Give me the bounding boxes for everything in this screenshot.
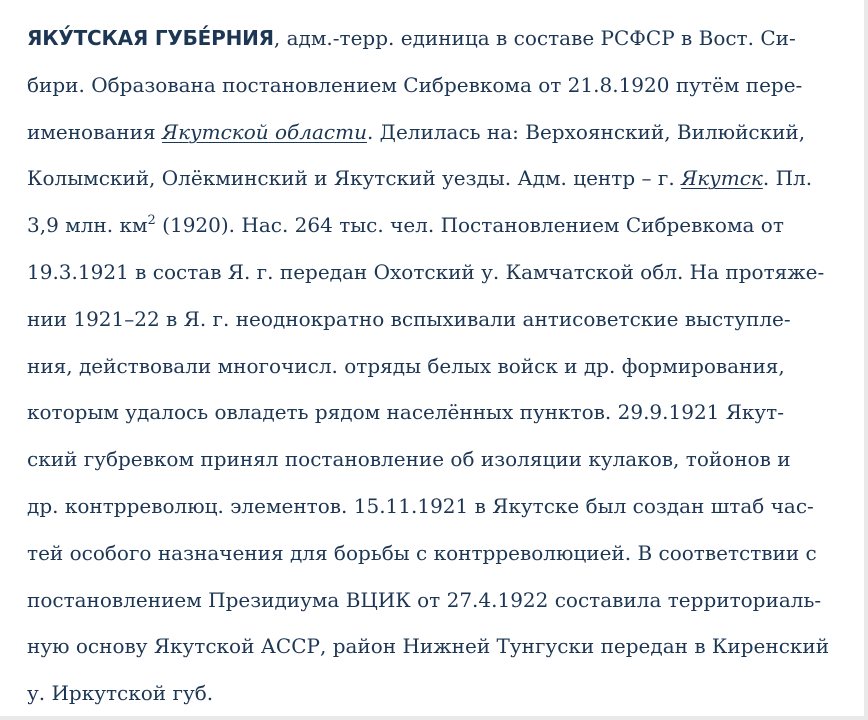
article-text: нии 1921–22 в Я. г. неоднократно вспыхивали антисоветские выступле- — [27, 306, 791, 331]
article-text: бири. Образована постановлением Сибревкома от 21.8.1920 путём пере- — [27, 72, 803, 97]
article-headword: ЯКУ́ТСКАЯ ГУБЕ́РНИЯ — [27, 26, 274, 50]
article-text: . Пл. — [762, 166, 813, 191]
article-text: у. Иркутской губ. — [27, 681, 214, 706]
article-line-2 — [27, 62, 842, 109]
headword-separator: , — [273, 26, 281, 50]
link-yakutsk-oblast[interactable]: Якутской области — [161, 119, 367, 144]
article-line-10 — [27, 436, 842, 483]
article-line-5 — [27, 202, 842, 249]
article-line-4 — [27, 155, 842, 202]
article-text: ную основу Якутской АССР, район Нижней Тунгуски передан в Киренский — [27, 634, 830, 659]
article-text: 3,9 млн. км — [27, 213, 148, 238]
article-text: постановлением Президиума ВЦИК от 27.4.1922 составила территориаль- — [27, 587, 822, 612]
article-text: др. контрреволюц. элементов. 15.11.1921 в Якутске был создан штаб час- — [27, 493, 814, 518]
article-text: (1920). Нас. 264 тыс. чел. Постановлением Сибревкома от — [155, 213, 784, 238]
article-line-9 — [27, 389, 842, 436]
article-text: которым удалось овладеть рядом населённых пунктов. 29.9.1921 Якут- — [27, 400, 785, 425]
article-line-11 — [27, 483, 842, 530]
article-line-13 — [27, 577, 842, 624]
article-text: 19.3.1921 в состав Я. г. передан Охотский у. Камчатской обл. На протяже- — [27, 259, 825, 284]
article-text: ский губревком принял постановление об изоляции кулаков, тойонов и — [27, 447, 791, 472]
article-text: именования — [27, 119, 162, 144]
article-text: адм.-терр. единица в составе РСФСР в Вост. Си- — [280, 26, 796, 50]
article-line-14 — [27, 623, 842, 670]
article-text: Колымский, Олёкминский и Якутский уезды. Адм. центр – г. — [27, 166, 682, 191]
superscript-exponent: 2 — [147, 212, 156, 228]
encyclopedia-article — [27, 15, 842, 717]
article-line-15 — [27, 670, 842, 717]
article-line-1 — [27, 15, 842, 62]
link-yakutsk[interactable]: Якутск — [681, 166, 763, 191]
article-line-3 — [27, 109, 842, 156]
article-line-7 — [27, 296, 842, 343]
article-text: . Делилась на: Верхоянский, Вилюйский, — [366, 119, 806, 144]
article-line-12 — [27, 530, 842, 577]
article-line-8 — [27, 343, 842, 390]
article-text: ния, действовали многочисл. отряды белых войск и др. формирования, — [27, 353, 785, 378]
article-line-6 — [27, 249, 842, 296]
article-text: тей особого назначения для борьбы с контрреволюцией. В соответствии с — [27, 540, 817, 565]
